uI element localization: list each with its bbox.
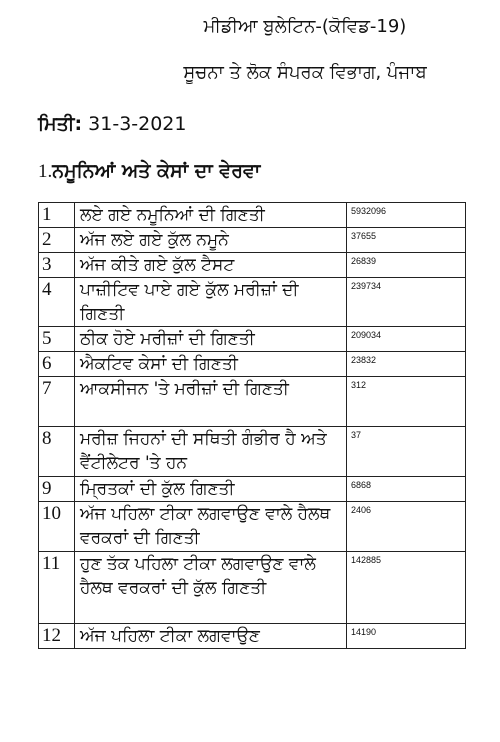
table-row [39,203,466,228]
row-number: 4 [39,278,75,327]
bulletin-title: ਮੀਡੀਆ ਬੁਲੇਟਿਨ-(ਕੋਵਿਡ-19) [203,16,407,37]
row-number: 9 [39,477,75,502]
table-row [39,352,466,377]
row-description: ਐਕਟਿਵ ਕੇਸਾਂ ਦੀ ਗਿਣਤੀ [75,352,347,377]
row-number: 11 [39,552,75,624]
table-row [39,327,466,352]
row-value: 37 [347,427,466,477]
row-value: 14190 [347,624,466,649]
row-number: 12 [39,624,75,649]
row-description: ਲਏ ਗਏ ਨਮੂਨਿਆਂ ਦੀ ਗਿਣਤੀ [75,203,347,228]
row-description: ਪਾਜ਼ੀਟਿਵ ਪਾਏ ਗਏ ਕੁੱਲ ਮਰੀਜ਼ਾਂ ਦੀ ਗਿਣਤੀ [75,278,347,327]
row-value: 5932096 [347,203,466,228]
section-number: 1. [38,161,53,182]
row-value: 142885 [347,552,466,624]
row-description: ਹੁਣ ਤੱਕ ਪਹਿਲਾ ਟੀਕਾ ਲਗਵਾਉਣ ਵਾਲੇ ਹੈਲਥ ਵਰਕਰਾਂ ਦੀ ਕੁੱਲ ਗਿਣਤੀ [75,552,347,624]
row-number: 8 [39,427,75,477]
table-row [39,477,466,502]
row-number: 7 [39,377,75,427]
row-number: 1 [39,203,75,228]
table-row [39,228,466,253]
row-value: 2406 [347,502,466,552]
row-number: 5 [39,327,75,352]
section-title: ਨਮੂਨਿਆਂ ਅਤੇ ਕੇਸਾਂ ਦਾ ਵੇਰਵਾ [52,160,261,182]
row-value: 312 [347,377,466,427]
row-description: ਠੀਕ ਹੋਏ ਮਰੀਜ਼ਾਂ ਦੀ ਗਿਣਤੀ [75,327,347,352]
row-number: 3 [39,253,75,278]
row-description: ਅੱਜ ਲਏ ਗਏ ਕੁੱਲ ਨਮੂਨੇ [75,228,347,253]
table-row [39,278,466,327]
table-row [39,502,466,552]
section-heading [38,160,260,183]
row-value: 37655 [347,228,466,253]
row-number: 10 [39,502,75,552]
row-description: ਅੱਜ ਪਹਿਲਾ ਟੀਕਾ ਲਗਵਾਉਣ [75,624,347,649]
row-value: 23832 [347,352,466,377]
row-number: 2 [39,228,75,253]
stats-table [38,202,466,649]
date-label: ਮਿਤੀ: [38,113,83,135]
table-row [39,377,466,427]
row-value: 6868 [347,477,466,502]
row-description: ਆਕਸੀਜਨ 'ਤੇ ਮਰੀਜ਼ਾਂ ਦੀ ਗਿਣਤੀ [75,377,347,427]
table-row [39,552,466,624]
date-value: 31-3-2021 [88,113,187,135]
row-number: 6 [39,352,75,377]
date-line [38,113,187,135]
row-value: 209034 [347,327,466,352]
table-row [39,624,466,649]
row-description: ਮਰੀਜ਼ ਜਿਹਨਾਂ ਦੀ ਸਥਿਤੀ ਗੰਭੀਰ ਹੈ ਅਤੇ ਵੈਂਟੀਲੇਟਰ 'ਤੇ ਹਨ [75,427,347,477]
row-description: ਮ੍ਰਿਤਕਾਂ ਦੀ ਕੁੱਲ ਗਿਣਤੀ [75,477,347,502]
department-name: ਸੂਚਨਾ ਤੇ ਲੋਕ ਸੰਪਰਕ ਵਿਭਾਗ, ਪੰਜਾਬ [183,62,427,83]
table-row [39,253,466,278]
row-description: ਅੱਜ ਪਹਿਲਾ ਟੀਕਾ ਲਗਵਾਉਣ ਵਾਲੇ ਹੈਲਥ ਵਰਕਰਾਂ ਦੀ ਗਿਣਤੀ [75,502,347,552]
row-description: ਅੱਜ ਕੀਤੇ ਗਏ ਕੁੱਲ ਟੈਸਟ [75,253,347,278]
table-row [39,427,466,477]
row-value: 239734 [347,278,466,327]
row-value: 26839 [347,253,466,278]
